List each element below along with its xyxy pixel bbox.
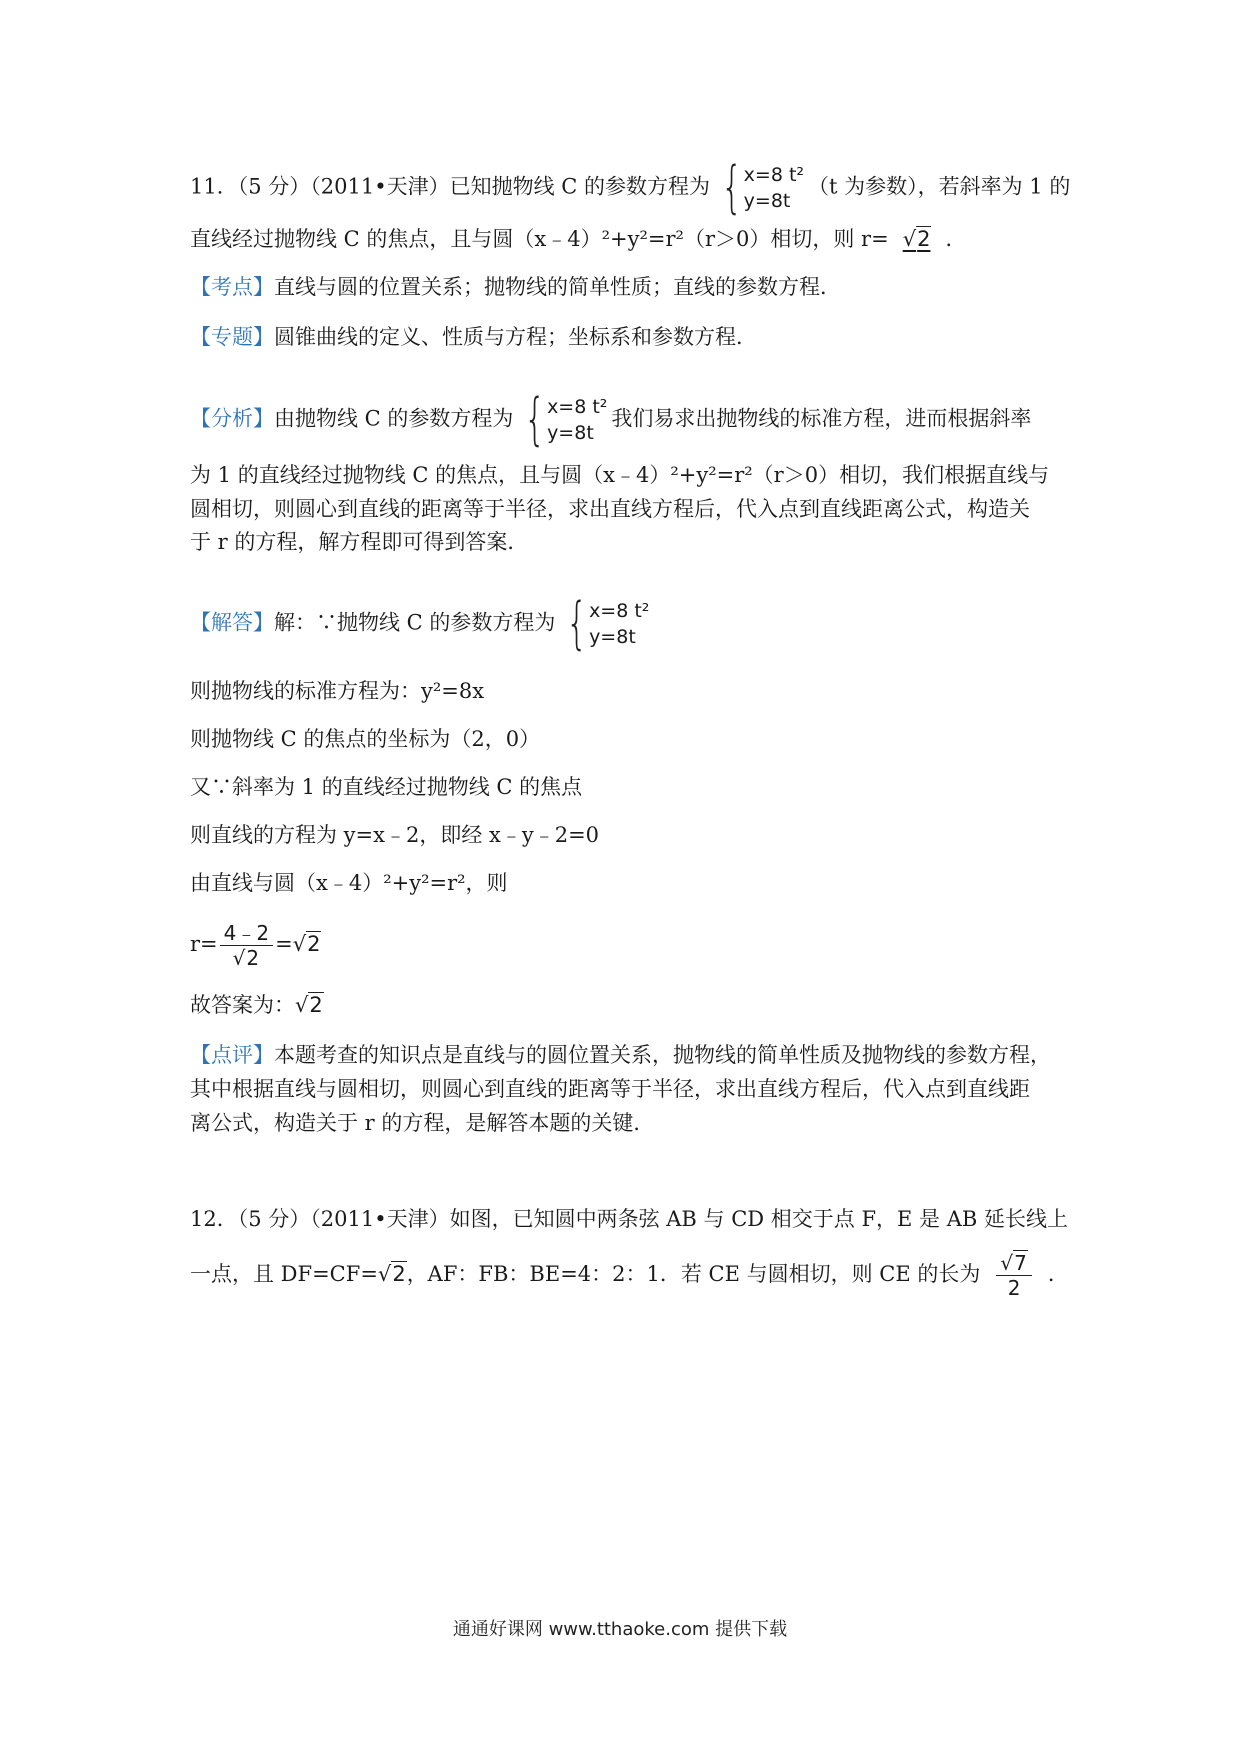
- brace-icon: {: [721, 155, 743, 220]
- step-2: 则抛物线 C 的焦点的坐标为（2，0）: [190, 727, 541, 751]
- zhuanti-section: [190, 322, 757, 352]
- q12-line-2: 一点，且 DF=CF=√2，AF：FB：BE=4：2：1．若 CE 与圆相切，则 CE 的长为 $\frac{√7}{2}$ ．: [190, 1251, 1069, 1300]
- step-1: 则抛物线的标准方程为：y²=8x: [190, 679, 485, 703]
- brace-icon: {: [566, 591, 588, 656]
- jieda-line-1: 【解答】解：∵抛物线 C 的参数方程为 { x=8 t² y=8t: [190, 591, 650, 656]
- fraction: $\frac{4﹣2}{√2}$: [220, 921, 273, 970]
- fenxi-line-3: 圆相切，则圆心到直线的距离等于半径，求出直线方程后，代入点到直线距离公式，构造关: [190, 497, 1030, 521]
- fenxi-tag: 【分析】: [190, 406, 274, 431]
- dianping-line-2: 其中根据直线与圆相切，则圆心到直线的距离等于半径，求出直线方程后，代入点到直线距: [190, 1077, 1030, 1101]
- step-7: 故答案为：√2: [190, 993, 323, 1017]
- dianping-line-1: 【点评】本题考查的知识点是直线与的圆位置关系，抛物线的简单性质及抛物线的参数方程，: [190, 1043, 1051, 1067]
- dianping-tag: 【点评】: [190, 1043, 274, 1067]
- kaodian-section: [190, 272, 841, 302]
- step-3: 又∵斜率为 1 的直线经过抛物线 C 的焦点: [190, 775, 583, 799]
- param-y: y=8t: [743, 190, 791, 212]
- q11-stem-b: （t 为参数），若斜率为 1 的: [808, 174, 1071, 199]
- zhuanti-text: 圆锥曲线的定义、性质与方程；坐标系和参数方程．: [274, 325, 757, 349]
- param-system: [714, 155, 805, 220]
- jieda-tag: 【解答】: [190, 610, 274, 635]
- dianping-line-3: 离公式，构造关于 r 的方程，是解答本题的关键．: [190, 1111, 655, 1135]
- step-5: 由直线与圆（x﹣4）²+y²=r²，则: [190, 871, 508, 895]
- kaodian-text: 直线与圆的位置关系；抛物线的简单性质；直线的参数方程．: [274, 275, 841, 299]
- fraction: $\frac{√7}{2}$: [996, 1251, 1031, 1300]
- q11-stem-a: 11．（5 分）（2011•天津）已知抛物线 C 的参数方程为: [190, 174, 711, 199]
- answer-blank: [889, 227, 946, 251]
- fenxi-line-1: 【分析】由抛物线 C 的参数方程为 { x=8 t² y=8t 我们易求出抛物线的标准方程，进而根据斜率: [190, 387, 1032, 452]
- kaodian-tag: 【考点】: [190, 275, 274, 299]
- step-6-formula: r= $\frac{4﹣2}{√2}$ =√2: [190, 921, 321, 970]
- fenxi-line-4: 于 r 的方程，解方程即可得到答案．: [190, 530, 529, 554]
- param-x: x=8 t²: [743, 164, 805, 186]
- step-4: 则直线的方程为 y=x﹣2，即经 x﹣y﹣2=0: [190, 823, 600, 847]
- q11-line-1: [190, 155, 1071, 220]
- q11-stem-c: 直线经过抛物线 C 的焦点，且与圆（x﹣4）²+y²=r²（r＞0）相切，则 r=: [190, 227, 889, 251]
- q12-line-1: 12．（5 分）（2011•天津）如图，已知圆中两条弦 AB 与 CD 相交于点 F，E 是 AB 延长线上: [190, 1207, 1068, 1231]
- answer-blank: [980, 1251, 1047, 1300]
- q11-line-2: 直线经过抛物线 C 的焦点，且与圆（x﹣4）²+y²=r²（r＞0）相切，则 r= √2 ．: [190, 227, 967, 251]
- sqrt-icon: √2: [902, 227, 931, 251]
- param-system: { x=8 t² y=8t: [524, 387, 608, 452]
- sqrt-icon: √2: [377, 1262, 406, 1286]
- param-system: { x=8 t² y=8t: [566, 591, 650, 656]
- sqrt-icon: √2: [292, 932, 321, 956]
- fenxi-line-2: 为 1 的直线经过抛物线 C 的焦点，且与圆（x﹣4）²+y²=r²（r＞0）相切，我们根据直线与: [190, 463, 1050, 487]
- sqrt-icon: √2: [295, 993, 323, 1017]
- footer-watermark: 通通好课网 www.tthaoke.com 提供下载: [452, 1619, 788, 1640]
- brace-icon: {: [524, 387, 546, 452]
- zhuanti-tag: 【专题】: [190, 325, 274, 349]
